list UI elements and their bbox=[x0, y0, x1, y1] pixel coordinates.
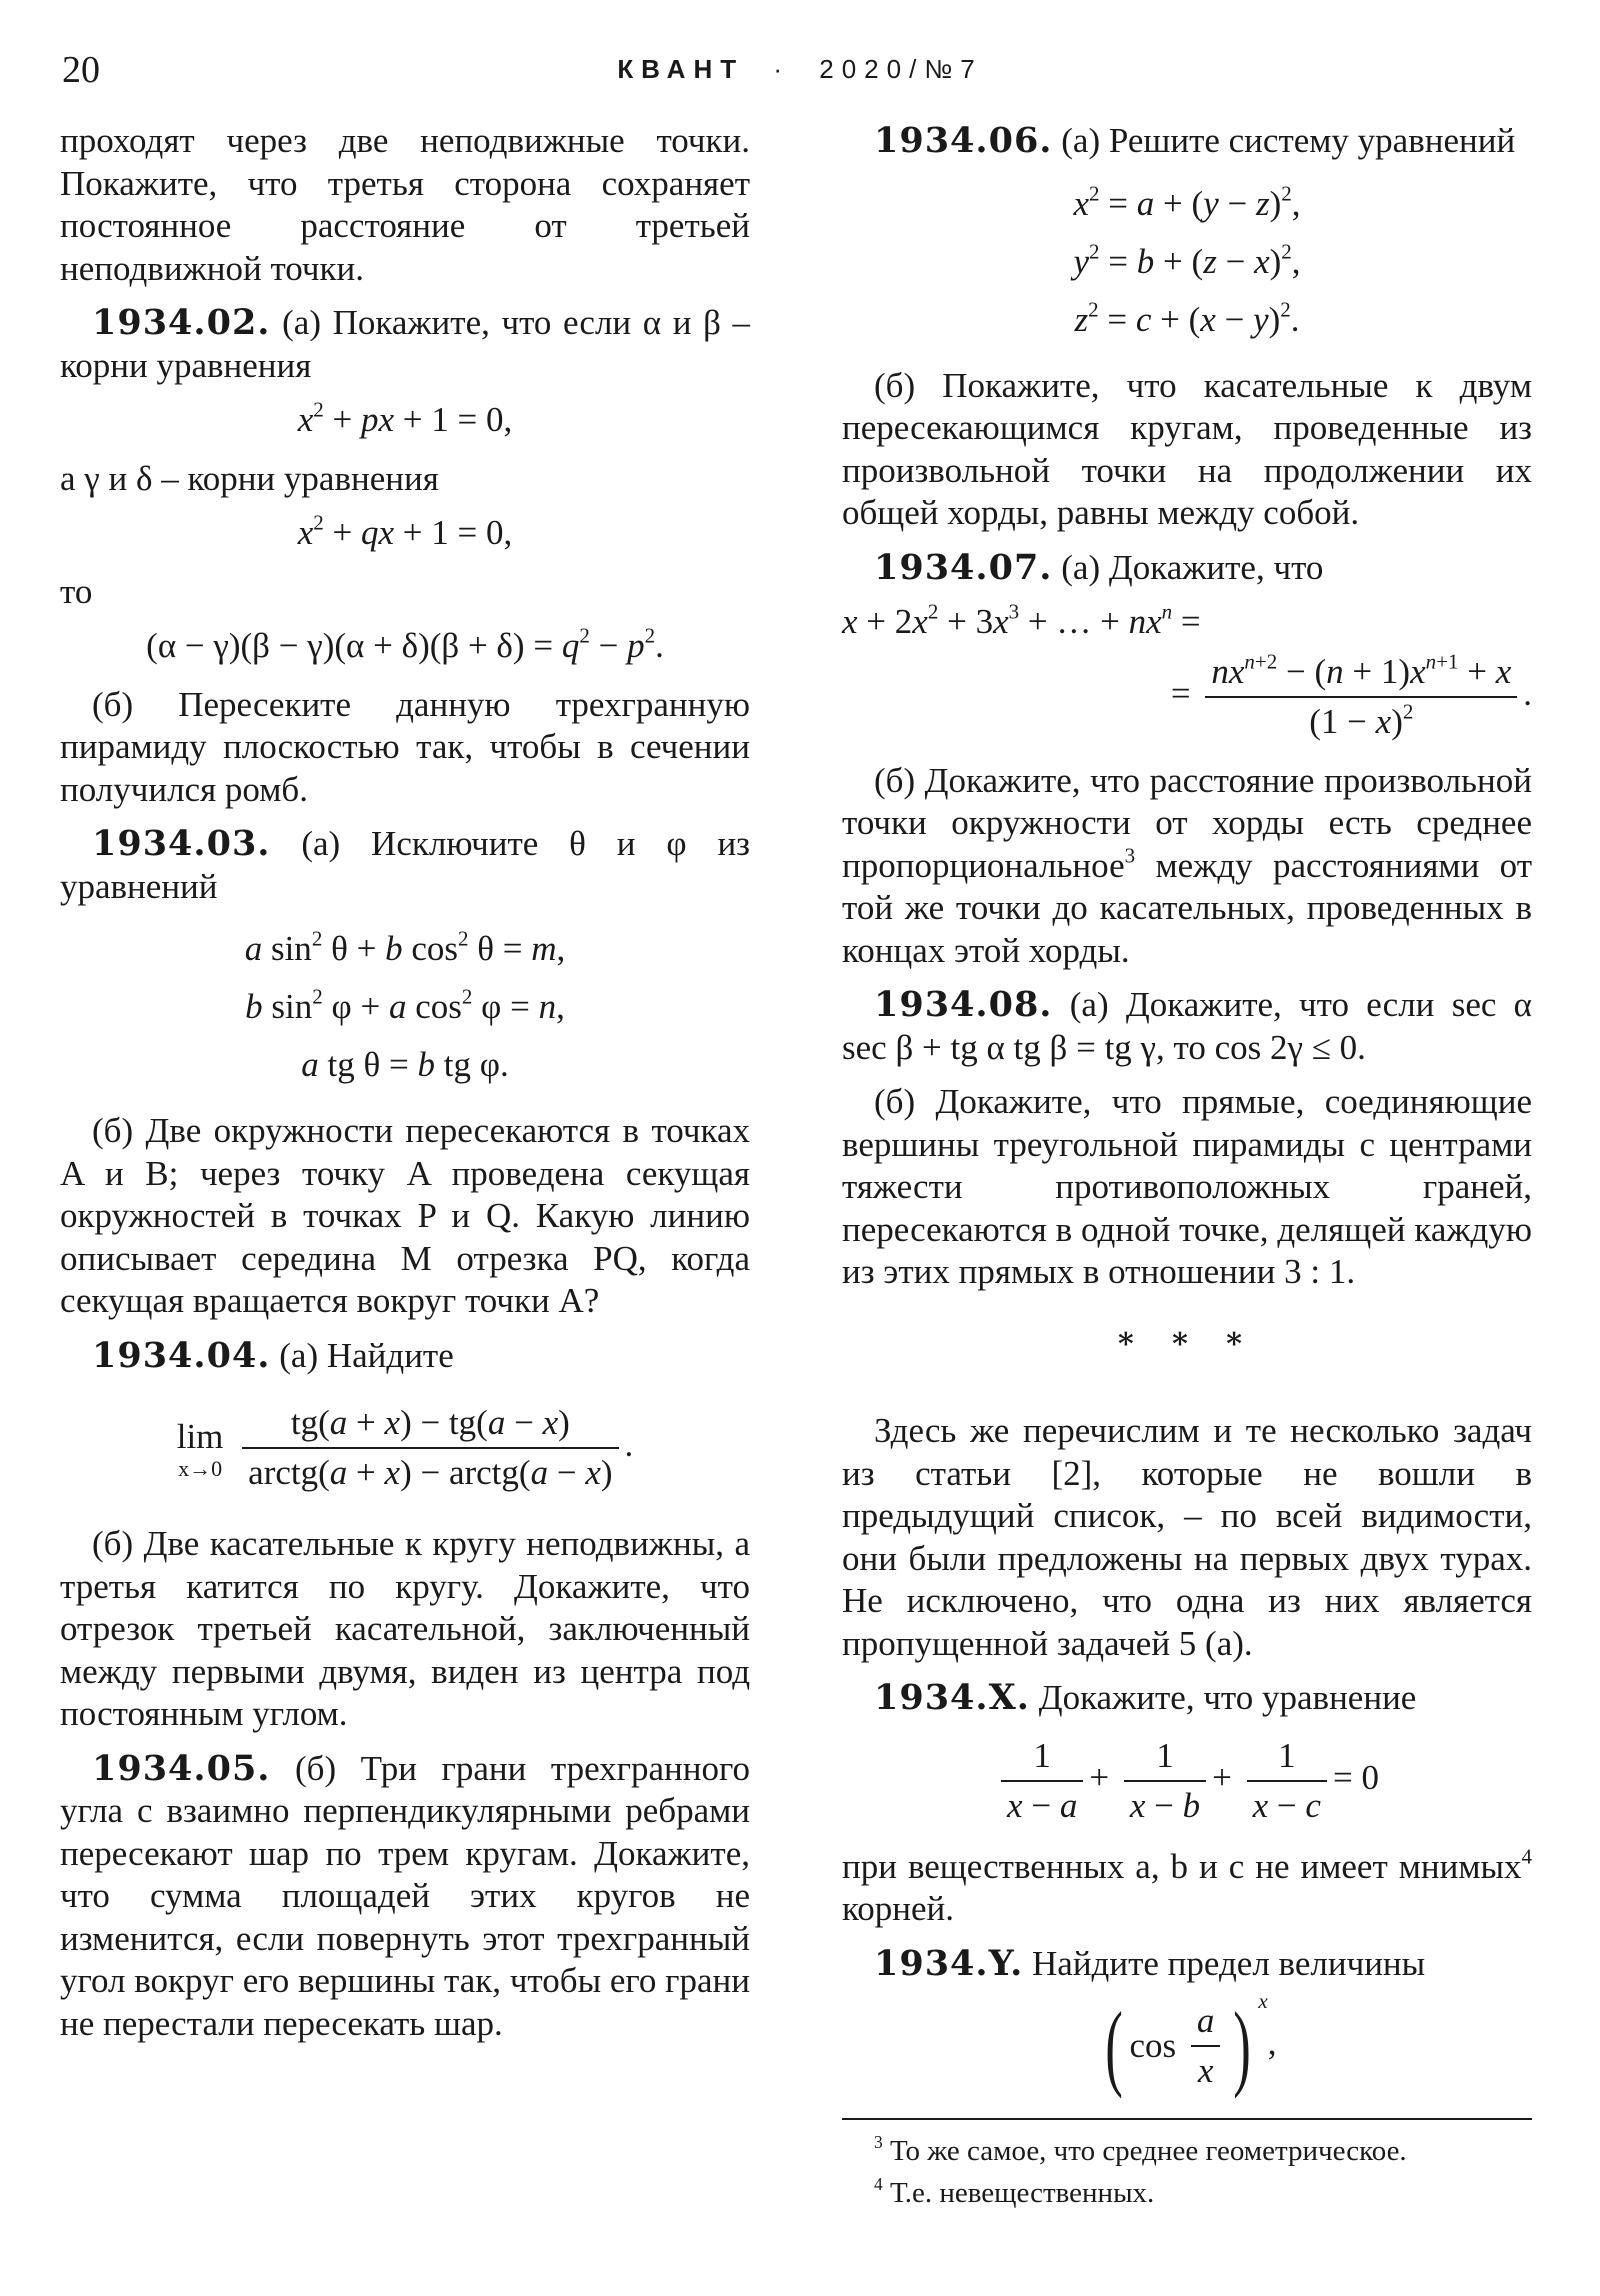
running-head bbox=[0, 54, 1600, 85]
limit-formula: lim x→0 $\frac{tg(a + x) - tg(a - x)}{\text{arctg(a + x) − arctg(a − x)}}$ . bbox=[60, 1399, 750, 1497]
problem-1934-02-a bbox=[60, 302, 750, 387]
problem-1934-x-after bbox=[842, 1843, 1532, 1931]
limit-fraction: $\frac{tg(a + x) - tg(a - x)}{\text{arctg(a + x) − arctg(a − x)}}$ bbox=[242, 1399, 618, 1497]
issue-number: 2020/№7 bbox=[819, 54, 983, 84]
page-number: 20 bbox=[62, 49, 100, 91]
equation-3: $(\alpha - \gamma)(\beta - \gamma)(\alpha + \delta)(\beta + \delta) = q^2 - p^2$. bbox=[146, 623, 664, 665]
right-column bbox=[842, 120, 1532, 2111]
header-separator: · bbox=[773, 54, 791, 84]
problem-1934-08-b: (б) Докажите, что прямые, соединяющие вершины треугольной пирамиды с центрами тяжести противоположных граней, пересекаются в одной точке, делящей каждую из этих прямых в отношении 3 : 1. bbox=[842, 1082, 1532, 1291]
problem-1934-02-to: то bbox=[60, 571, 93, 611]
footnote-mark: 4 bbox=[874, 2173, 883, 2194]
series-result: = $\frac{nx^{n+2} - (n + 1)x^{n+1} + x}{(1 - x)^2}$ . bbox=[842, 648, 1532, 746]
problem-text: (б) Три грани трехгранного угла с взаимно перпендикулярными ребрами пересекают шар по трем кругам. Докажите, что сумма площадей этих кругов не изменится, если повернуть этот трехгранный угол вокруг его вершины так, чтобы его грани не перестали пересекать шар. bbox=[60, 1748, 750, 2043]
problem-text: (б) Докажите, что расстояние произвольной точки окружности от хорды есть среднее пропорциональное bbox=[842, 760, 1532, 885]
problem-1934-y bbox=[842, 1943, 1532, 1986]
problem-number: 1934.02. bbox=[92, 302, 271, 343]
problem-number: 1934.05. bbox=[92, 1747, 271, 1789]
problem-1934-04-a bbox=[60, 1335, 750, 1378]
problem-text: (а) Докажите, что bbox=[1061, 547, 1324, 587]
problem-text: Найдите предел величины bbox=[1032, 1943, 1426, 1983]
footnote-4 bbox=[842, 2172, 1532, 2214]
problem-text: корней. bbox=[842, 1889, 954, 1928]
problem-1934-x bbox=[842, 1677, 1532, 1720]
problem-1934-06-b: (б) Покажите, что касательные к двум пересекающимся кругам, проведенные из произвольной точки на продолжении их общей хорды, равны между собой. bbox=[842, 365, 1532, 532]
series-fraction: $\frac{nx^{n+2} - (n + 1)x^{n+1} + x}{(1 - x)^2}$ bbox=[1205, 648, 1517, 746]
problem-text: (а) Докажите, что если bbox=[1069, 985, 1435, 1024]
closing-paragraph: Здесь же перечислим и те несколько задач из статьи [2], которые не вошли в предыдущий список, – по всей видимости, они были предложены на первых двух турах. Не исключено, что одна из них является пропущенной задачей 5 (а). bbox=[842, 1411, 1532, 1663]
problem-1934-04-b: (б) Две касательные к кругу неподвижны, а третья катится по кругу. Докажите, что отрезок третьей касательной, заключенный между первыми двумя, виден из центра под постоянным углом. bbox=[60, 1524, 750, 1733]
problem-text: (а) Исключите θ и φ из уравнений bbox=[60, 824, 750, 906]
problem-1934-03-b: (б) Две окружности пересекаются в точках A и B; через точку A проведена секущая окружностей в точках P и Q. Какую линию описывает середина M отрезка PQ, когда секущая вращается вокруг точки A? bbox=[60, 1111, 750, 1320]
section-separator: * * * bbox=[1118, 1326, 1256, 1362]
problem-number: 1934.X. bbox=[874, 1677, 1030, 1718]
equation-2: $x^2$ + qx + 1 = 0, bbox=[297, 510, 513, 552]
problem-1934-02-b: (б) Пересеките данную трехгранную пирамиду плоскостью так, чтобы в сечении получился ромб. bbox=[60, 684, 750, 809]
problem-number: 1934.04. bbox=[92, 1334, 271, 1376]
left-column bbox=[60, 120, 750, 2057]
problem-1934-02-mid: а γ и δ – корни уравнения bbox=[60, 458, 439, 498]
page-header bbox=[0, 0, 1600, 110]
problem-1934-07-a bbox=[842, 547, 1532, 590]
equation-y: ( cos $\frac{a}{x}$ ) $^x$, bbox=[1104, 1988, 1277, 2099]
equation-1: $x^2$ + px + 1 = 0, bbox=[297, 397, 513, 439]
problem-number: 1934.06. bbox=[874, 120, 1053, 161]
equation-x: $\frac{1}{x - a}$ + $\frac{1}{x - b}$ + $\frac{1}{x - c}$ = 0 bbox=[842, 1732, 1532, 1830]
magazine-name: КВАНТ bbox=[617, 54, 745, 84]
problem-1934-07-b bbox=[842, 760, 1532, 973]
problem-number: 1934.03. bbox=[92, 823, 271, 864]
problem-number: 1934.Y. bbox=[874, 1942, 1024, 1984]
equation-system-06: $x^2 = a + (y - z)^2$, $y^2 = b + (z - x)^2$, $z^2 = c + (x - y)^2$. bbox=[1073, 180, 1301, 339]
footnote-3 bbox=[842, 2130, 1532, 2172]
lim-operator: lim x→0 bbox=[176, 1416, 224, 1482]
problem-text: (а) Решите систему уравнений bbox=[1061, 121, 1516, 160]
series-formula: $x + 2x^2 + 3x^3$ + … + $nx^n$ = bbox=[842, 599, 1201, 641]
problem-1934-08-a bbox=[842, 984, 1532, 1069]
problem-1934-06-a bbox=[842, 120, 1532, 163]
equation-system-03: a $\sin^2 \theta + b$ $\cos^2 \theta = m$, b $\sin^2 \varphi + a$ $\cos^2 \varphi = n$, a tg θ = b tg φ. bbox=[244, 926, 566, 1084]
intro-paragraph: проходят через две неподвижные точки. Покажите, что третья сторона сохраняет постоянное расстояние от третьей неподвижной точки. bbox=[60, 121, 750, 288]
problem-text: Докажите, что уравнение bbox=[1038, 1678, 1417, 1717]
problem-text: (а) Найдите bbox=[279, 1335, 454, 1375]
inline-formula: sec α sec β + tg α tg β = tg γ, то cos 2γ ≤ 0. bbox=[842, 985, 1533, 1067]
problem-number: 1934.07. bbox=[874, 546, 1053, 588]
problem-1934-05 bbox=[60, 1748, 750, 2046]
footnote-ref-4: 4 bbox=[1521, 1843, 1532, 1868]
footnote-text: То же самое, что среднее геометрическое. bbox=[889, 2135, 1407, 2167]
problem-number: 1934.08. bbox=[874, 984, 1053, 1025]
problem-1934-03-a bbox=[60, 823, 750, 908]
problem-text: при вещественных a, b и c не имеет мнимых bbox=[842, 1846, 1522, 1886]
footnotes bbox=[842, 2118, 1532, 2214]
footnote-ref-3: 3 bbox=[1124, 842, 1136, 867]
lim-subscript: x→0 bbox=[178, 1456, 223, 1482]
problem-text: (а) Покажите, что если α и β – корни уравнения bbox=[60, 303, 751, 385]
problem-text: между расстояниями от той же точки до касательных, проведенных в концах этой хорды. bbox=[842, 845, 1532, 970]
footnote-text: Т.е. невещественных. bbox=[889, 2177, 1155, 2209]
footnote-mark: 3 bbox=[874, 2131, 883, 2152]
